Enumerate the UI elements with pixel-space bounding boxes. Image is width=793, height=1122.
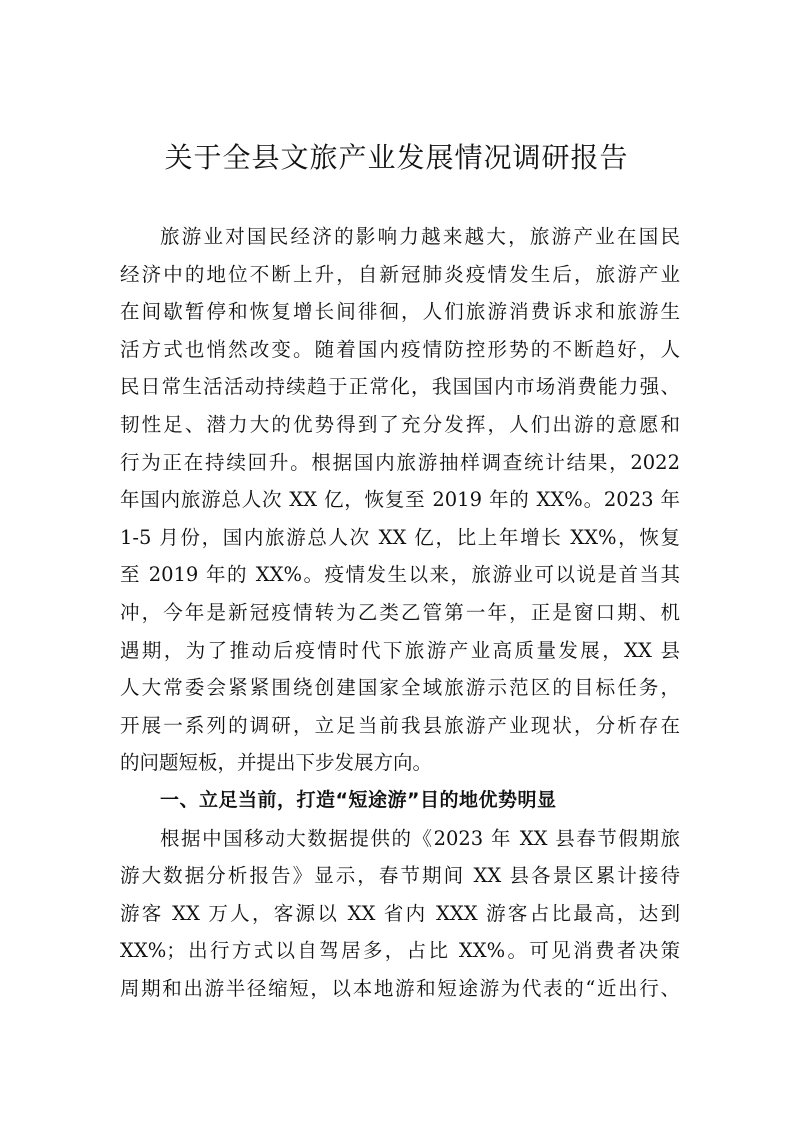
paragraph-1-line: 活方式也悄然改变。随着国内疫情防控形势的不断趋好，人 (120, 337, 680, 361)
paragraph-1-line: 年国内旅游总人次 XX 亿，恢复至 2019 年的 XX%。2023 年 (120, 488, 680, 512)
paragraph-2-line: 周期和出游半径缩短，以本地游和短途游为代表的“近出行、 (120, 976, 680, 1000)
paragraph-1-line: 的问题短板，并提出下步发展方向。 (120, 751, 433, 775)
paragraph-2-line: 游客 XX 万人，客源以 XX 省内 XXX 游客占比最高，达到 (120, 901, 680, 925)
document-body (120, 218, 680, 1007)
paragraph-1-line: 至 2019 年的 XX%。疫情发生以来，旅游业可以说是首当其 (120, 563, 680, 587)
paragraph-1-line: 遇期，为了推动后疫情时代下旅游产业高质量发展，XX 县 (120, 638, 680, 662)
paragraph-1-line: 开展一系列的调研，立足当前我县旅游产业现状，分析存在 (120, 713, 680, 737)
paragraph-1-line: 行为正在持续回升。根据国内旅游抽样调查统计结果，2022 (120, 450, 680, 474)
paragraph-1-line: 在间歇暂停和恢复增长间徘徊，人们旅游消费诉求和旅游生 (120, 300, 680, 324)
paragraph-2-line: 游大数据分析报告》显示，春节期间 XX 县各景区累计接待 (120, 864, 680, 888)
section-heading-1: 一、立足当前，打造“短途游”目的地优势明显 (160, 788, 557, 811)
paragraph-2-line: XX%；出行方式以自驾居多，占比 XX%。可见消费者决策 (120, 939, 680, 963)
paragraph-2-line: 根据中国移动大数据提供的《2023 年 XX 县春节假期旅 (160, 826, 680, 850)
paragraph-1-line: 人大常委会紧紧围绕创建国家全域旅游示范区的目标任务， (120, 676, 680, 700)
paragraph-1-line: 1-5 月份，国内旅游总人次 XX 亿，比上年增长 XX%，恢复 (120, 525, 680, 549)
paragraph-1-line: 民日常生活活动持续趋于正常化，我国国内市场消费能力强、 (120, 375, 680, 399)
paragraph-1-line: 经济中的地位不断上升，自新冠肺炎疫情发生后，旅游产业 (120, 262, 680, 286)
paragraph-1-line: 旅游业对国民经济的影响力越来越大，旅游产业在国民 (160, 225, 680, 248)
document-title: 关于全县文旅产业发展情况调研报告 (164, 141, 629, 174)
paragraph-1-line: 冲，今年是新冠疫情转为乙类乙管第一年，正是窗口期、机 (120, 600, 680, 624)
paragraph-1-line: 韧性足、潜力大的优势得到了充分发挥，人们出游的意愿和 (120, 412, 680, 436)
